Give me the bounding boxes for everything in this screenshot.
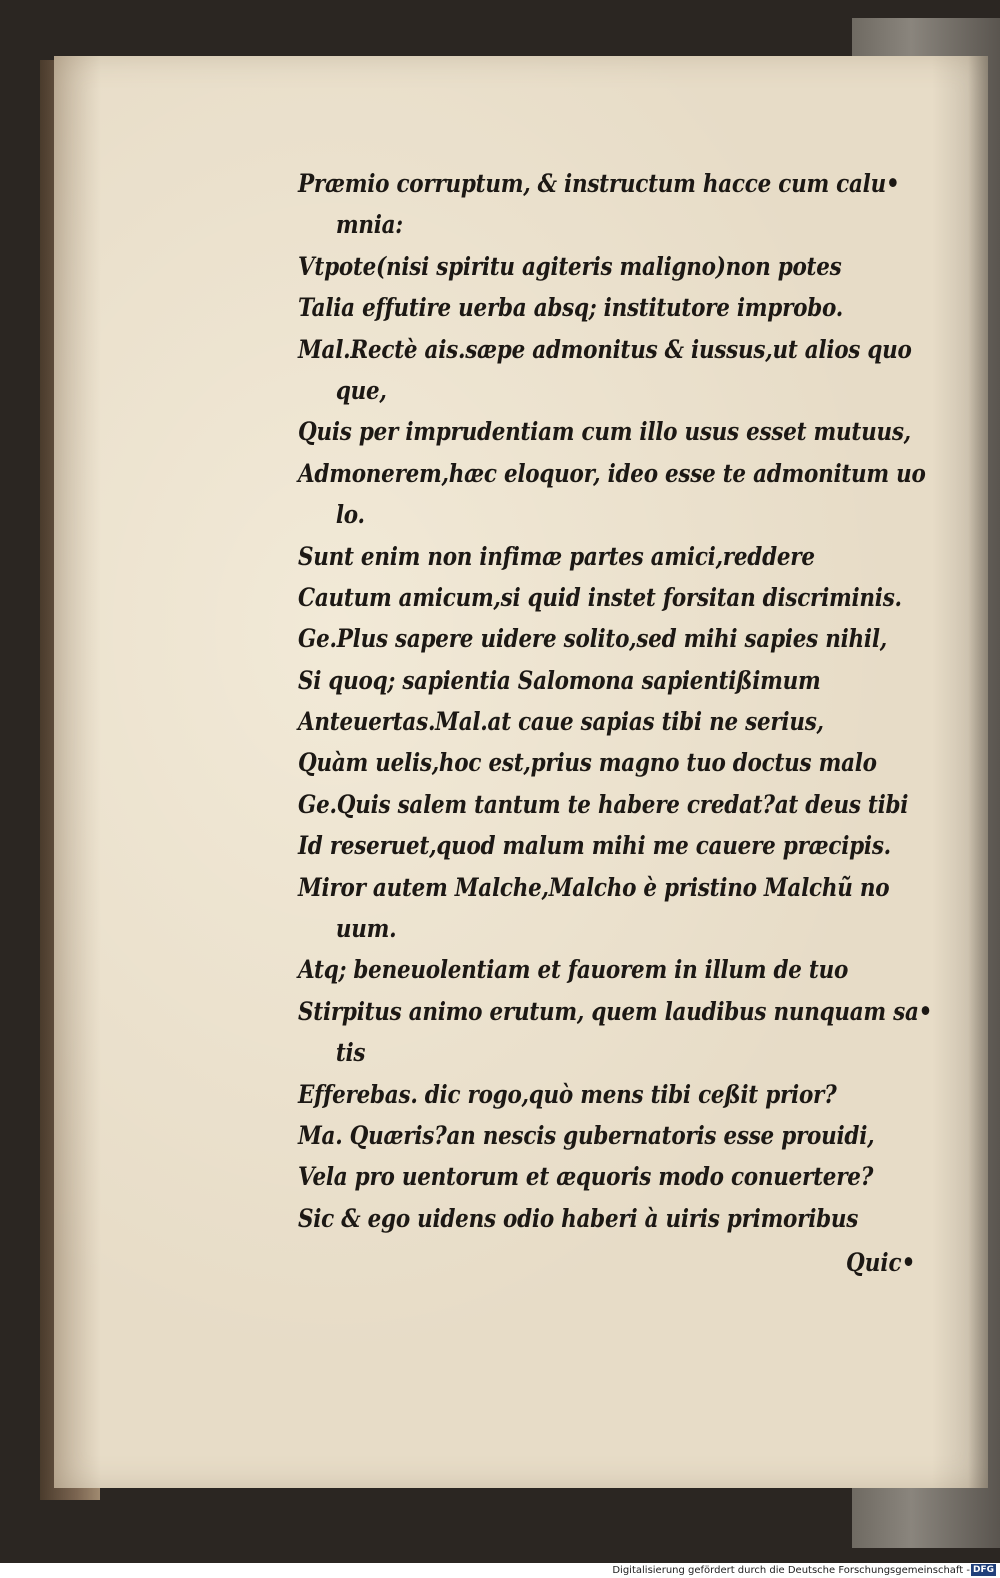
- text-line: Sunt enim non infimæ partes amici,reddere: [298, 541, 815, 571]
- catchword: Quic•: [846, 1248, 916, 1277]
- text-line: Quàm uelis,hoc est,prius magno tuo doctus malo: [298, 748, 877, 778]
- text-line: Mal.Rectè ais.sæpe admonitus & iussus,ut alios quo: [298, 334, 912, 364]
- text-line-turnover: mnia:: [335, 210, 403, 240]
- text-line: Præmio corruptum, & instructum hacce cum calu•: [298, 169, 900, 198]
- digitization-credit: Digitalisierung gefördert durch die Deutsche Forschungsgemeinschaft -: [612, 1565, 970, 1576]
- text-line: Admonerem,hæc eloquor, ideo esse te admonitum uo: [298, 458, 926, 488]
- text-line: Miror autem Malche,Malcho è pristino Malchũ no: [298, 872, 890, 902]
- text-line: Atq; beneuolentiam et fauorem in illum de tuo: [298, 955, 849, 985]
- text-line-turnover: que,: [335, 375, 387, 405]
- text-line: Efferebas. dic rogo,quò mens tibi ceßit prior?: [298, 1079, 837, 1109]
- text-line: Stirpitus animo erutum, quem laudibus nunquam sa•: [298, 996, 933, 1026]
- page-text: [298, 163, 938, 1239]
- text-line: Sic & ego uidens odio haberi à uiris primoribus: [298, 1203, 859, 1233]
- text-line: Ge.Quis salem tantum te habere credat?at deus tibi: [298, 789, 909, 819]
- text-line-turnover: tis: [335, 1038, 366, 1068]
- text-line: Ge.Plus sapere uidere solito,sed mihi sapies nihil,: [298, 624, 887, 654]
- dfg-logo: DFG: [972, 1565, 994, 1575]
- text-line: Vela pro uentorum et æquoris modo conuertere?: [298, 1162, 874, 1192]
- text-line: Talia effutire uerba absq; institutore improbo.: [298, 293, 843, 323]
- text-line: Id reseruet,quod malum mihi me cauere præcipis.: [298, 831, 891, 861]
- text-line: Ma. Quæris?an nescis gubernatoris esse prouidi,: [298, 1120, 875, 1150]
- text-line-turnover: lo.: [335, 500, 365, 530]
- text-line: Si quoq; sapientia Salomona sapientißimum: [298, 665, 821, 695]
- text-line-turnover: uum.: [335, 914, 397, 944]
- text-line: Vtpote(nisi spiritu agiteris maligno)non potes: [298, 251, 842, 281]
- text-line: Anteuertas.Mal.at caue sapias tibi ne serius,: [298, 707, 824, 737]
- text-line: Quis per imprudentiam cum illo usus esset mutuus,: [298, 417, 911, 447]
- page-gutter-shade: [968, 56, 988, 1488]
- text-line: Cautum amicum,si quid instet forsitan discriminis.: [298, 582, 902, 612]
